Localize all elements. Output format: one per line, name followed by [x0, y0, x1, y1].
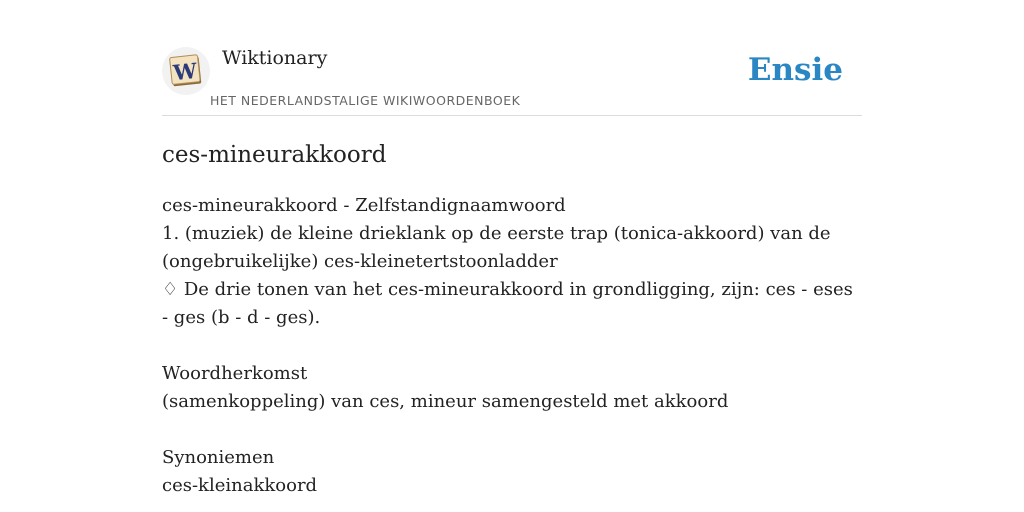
- entry-content: [162, 192, 862, 500]
- ensie-brand-link[interactable]: Ensie: [747, 52, 843, 88]
- entry-heading-line: ces-mineurakkoord - Zelfstandignaamwoord: [162, 195, 566, 216]
- svg-text:W: W: [172, 57, 199, 86]
- definition-text: 1. (muziek) de kleine drieklank op de eerste trap (tonica-akkoord) van de (ongebruikelijke) ces-kleinetertstoonladder: [162, 223, 831, 272]
- spacer: [162, 416, 862, 444]
- page-container: [162, 0, 862, 496]
- synonyms-text: ces-kleinakkoord: [162, 475, 318, 496]
- site-name[interactable]: Wiktionary: [222, 47, 328, 69]
- wiktionary-logo-icon[interactable]: [162, 47, 210, 95]
- site-header: [162, 0, 862, 116]
- spacer: [162, 332, 862, 360]
- site-subtitle: HET NEDERLANDSTALIGE WIKIWOORDENBOEK: [210, 93, 521, 108]
- wiktionary-tile-graphic: [168, 53, 204, 89]
- page-title: ces-mineurakkoord: [162, 142, 387, 168]
- synonyms-heading: Synoniemen: [162, 447, 275, 468]
- etymology-text: (samenkoppeling) van ces, mineur samengesteld met akkoord: [162, 391, 729, 412]
- example-text: ♢ De drie tonen van het ces-mineurakkoord in grondligging, zijn: ces - eses - ges (b - d - ges).: [162, 279, 853, 328]
- etymology-heading: Woordherkomst: [162, 363, 308, 384]
